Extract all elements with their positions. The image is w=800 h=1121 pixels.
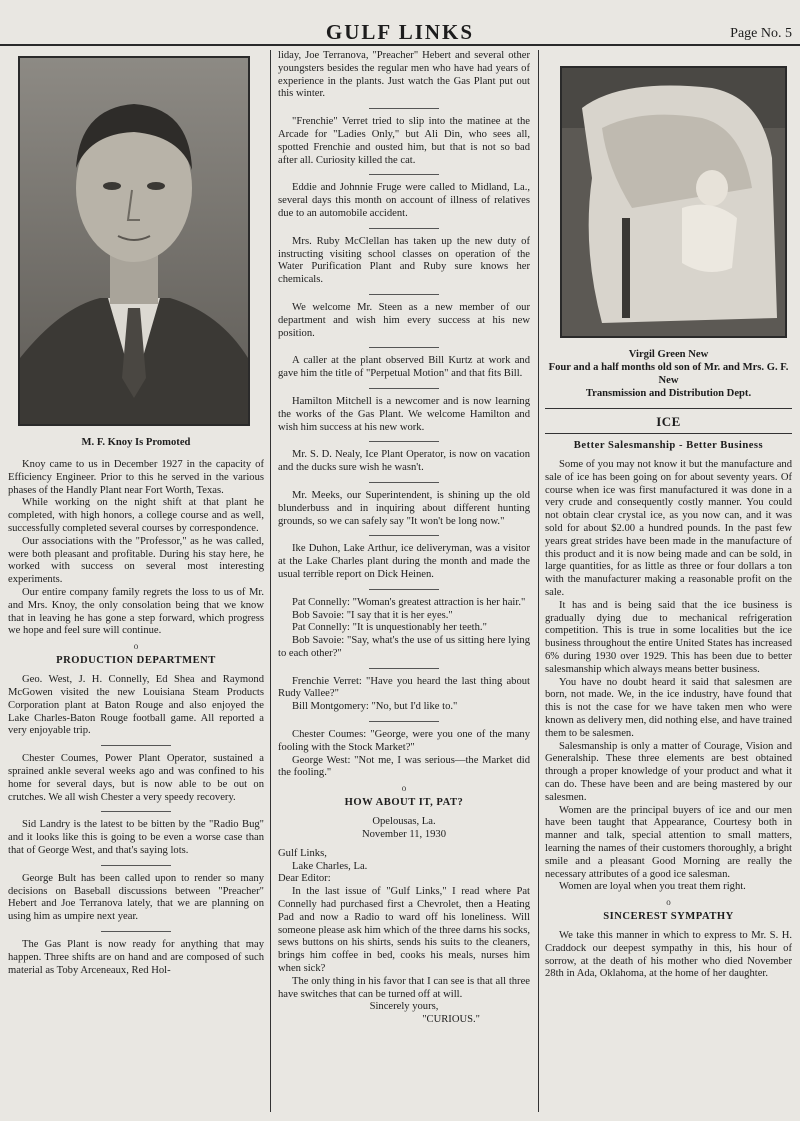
- masthead: [0, 18, 800, 46]
- dialog-line: Frenchie Verret: "Have you heard the last thing about Rudy Vallee?": [278, 675, 530, 700]
- item-divider: [369, 108, 439, 109]
- letter-paragraph: The only thing in his favor that I can see is that all three have switches that can be turned off at will.: [278, 975, 530, 1000]
- sympathy-heading: SINCEREST SYMPATHY: [603, 911, 734, 923]
- baby-photo-illustration: [562, 68, 785, 336]
- column-3: [545, 50, 792, 981]
- news-item: Ike Duhon, Lake Arthur, ice deliveryman, was a visitor at the Lake Charles plant during the month and made the usual terrible report on Dick Heinen.: [278, 543, 530, 580]
- knoy-paragraph: While working on the night shift at that plant he completed, with high honors, a college course and as well, successfully completed several courses by correspondence.: [8, 497, 264, 534]
- letter-heading: HOW ABOUT IT, PAT?: [344, 797, 464, 809]
- ice-heading: ICE: [656, 414, 681, 429]
- item-divider: [369, 535, 439, 536]
- column-2: [278, 50, 530, 1027]
- dialog-line: Pat Connelly: "It is unquestionably her teeth.": [292, 622, 487, 634]
- item-divider: [369, 721, 439, 722]
- production-item: Chester Coumes, Power Plant Operator, sustained a sprained ankle several weeks ago and was confined to his home for several days, but is now able to be out on crutches. We all wish Chester a very speedy recovery.: [8, 753, 264, 803]
- item-divider: [369, 388, 439, 389]
- column-1: [8, 50, 264, 977]
- item-divider: [369, 441, 439, 442]
- news-item: "Frenchie" Verret tried to slip into the matinee at the Arcade for "Ladies Only," but Ali Din, who sees all, spotted Frenchie and ousted him, but that is not so bad after all. Curiosity killed the cat.: [278, 116, 530, 166]
- letter-signature: "CURIOUS.": [422, 1014, 480, 1026]
- ornament-divider: o: [133, 641, 139, 652]
- dialog-line: Bill Montgomery: "No, but I'd like to.": [292, 701, 458, 713]
- baby-caption-detail: Four and a half months old son of Mr. and Mrs. G. F. New: [548, 362, 789, 386]
- knoy-paragraph: Our associations with the "Professor," as he was called, were both pleasant and profitable. During his stay here, he worked with success on several most interesting experiments.: [8, 535, 264, 586]
- dialog-line: Bob Savoie: "I say that it is her eyes.": [292, 609, 453, 621]
- knoy-paragraph: Knoy came to us in December 1927 in the capacity of Efficiency Engineer. Prior to this he served in the various phases of the Handly Plant near Fort Worth, Texas.: [8, 459, 264, 496]
- item-divider: [369, 347, 439, 348]
- ornament-divider: o: [666, 897, 671, 908]
- news-item: Mr. Meeks, our Superintendent, is shining up the old blunderbuss and in inquiring about different hunting grounds, so we can safely say "It won't be long now.": [278, 489, 530, 527]
- section-rule: [545, 433, 792, 434]
- ice-paragraph: It has and is being said that the ice business is gradually dying due to mechanical refrigeration competition. This is true in some localities but the ice business throughout the entire United States has increased 6% during 1930 over 1929. This has been due to better salesmanship which always means better business.: [545, 599, 792, 675]
- item-divider: [369, 589, 439, 590]
- letter-address: Gulf Links,: [278, 847, 327, 859]
- production-item: The Gas Plant is now ready for anything that may happen. Three shifts are on hand and are composed of such material as Toby Arceneaux, Red Hol-: [8, 938, 264, 976]
- item-divider: [101, 811, 171, 812]
- dialog-line: Chester Coumes: "George, were you one of the many fooling with the Stock Market?": [278, 729, 530, 753]
- item-divider: [369, 228, 439, 229]
- ice-paragraph: Some of you may not know it but the manufacture and sale of ice has been going on for about seventy years. Of course when ice was first manufactured it was done in a very crude and consequently costly manner. You could not obtain clear crystal ice, as you now can, and it was sold for about $2.00 a hundred pounds. In the past few years great strides have been made in the manufacture of this product and it is now being made and can be sold, in large quantities, for as little as three or four dollars a ton with the manufacturer making a reasonable profit on the sale.: [545, 459, 792, 598]
- letter-date: November 11, 1930: [361, 829, 447, 841]
- ice-subheading: Better Salesmanship - Better Business: [573, 440, 764, 451]
- sympathy-paragraph: We take this manner in which to express to Mr. S. H. Craddock our deepest sympathy in this, his hour of sorrow, at the death of his mother who died November 28th in Ada, Oklahoma, at the home of her daughter.: [545, 930, 792, 980]
- production-department-heading: PRODUCTION DEPARTMENT: [56, 655, 216, 667]
- portrait-photo-illustration: [20, 58, 248, 424]
- publication-title: GULF LINKS: [325, 20, 475, 44]
- ice-paragraph: Women are loyal when you treat them right.: [559, 881, 746, 893]
- news-item: Mr. S. D. Nealy, Ice Plant Operator, is now on vacation and the ducks sure wish he wasn't.: [278, 449, 530, 474]
- news-item: liday, Joe Terranova, "Preacher" Hebert and several other youngsters besides the regular men who have had years of experience in the plants. Just watch the Gas Plant put out this winter.: [278, 50, 530, 100]
- letter-address: Lake Charles, La.: [292, 860, 368, 872]
- column-rule-right: [538, 50, 539, 1112]
- ice-paragraph: Salesmanship is only a matter of Courage, Vision and Generalship. These three elements are best obtained through a proper knowledge of your product and what it can do. These have been and are being mastered by our salesmen.: [545, 740, 792, 803]
- knoy-paragraph: Our entire company family regrets the loss to us of Mr. and Mrs. Knoy, the only consolation being that we know that in leaving he has gone a step forward, which progress we hope and feel sure will continue.: [8, 586, 264, 637]
- page-number: Page No. 5: [730, 26, 792, 41]
- baby-caption-dept: Transmission and Distribution Dept.: [585, 388, 752, 399]
- portrait-photo: [18, 56, 250, 426]
- ice-paragraph: You have no doubt heard it said that salesmen are born, not made. We, in the ice industry, have found that this is not the case for we have taken men who were known as delivery men, did nothing else, and have trained them to be salesmen.: [545, 676, 792, 739]
- section-rule: [545, 408, 792, 409]
- production-item: George Bult has been called upon to render so many decisions on Baseball discussions between "Preacher" Hebert and Joe Terranova lately, that we are planning on using him as umpire next year.: [8, 872, 264, 923]
- portrait-caption: M. F. Knoy Is Promoted: [81, 437, 191, 448]
- letter-paragraph: In the last issue of "Gulf Links," I read where Pat Connelly had purchased first a Chevrolet, then a Heating Pad and now a Radio to ward off his loneliness. Will someone please ask him which of the three darns his socks, sews buttons on his shirts, sends his suits to the cleaners, brings him coffee in bed, cooks his meals, nurses him when sick?: [278, 886, 530, 975]
- dialog-line: George West: "Not me, I was serious—the Market did the fooling.": [278, 754, 530, 779]
- dialog-line: Bob Savoie: "Say, what's the use of us sitting here lying to each other?": [278, 635, 530, 659]
- item-divider: [369, 482, 439, 483]
- item-divider: [369, 174, 439, 175]
- column-rule-left: [270, 50, 271, 1112]
- baby-caption-name: Virgil Green New: [628, 349, 709, 360]
- news-item: Eddie and Johnnie Fruge were called to Midland, La., several days this month on account of illness of relatives due to an automobile accident.: [278, 182, 530, 219]
- item-divider: [369, 668, 439, 669]
- letter-place: Opelousas, La.: [372, 816, 436, 828]
- item-divider: [101, 865, 171, 866]
- ornament-divider: o: [401, 783, 407, 794]
- production-item: Sid Landry is the latest to be bitten by the "Radio Bug" and it looks like this is going to be even a worse case than that of George West, and that's saying lots.: [8, 819, 264, 856]
- letter-salutation: Dear Editor:: [278, 873, 331, 885]
- news-item: A caller at the plant observed Bill Kurtz at work and gave him the title of "Perpetual Motion" and that fits Bill.: [278, 355, 530, 380]
- baby-photo: [560, 66, 787, 338]
- news-item: Hamilton Mitchell is a newcomer and is now learning the works of the Gas Plant. We welcome Hamilton and wish him success at his new work.: [278, 395, 530, 433]
- news-item: Mrs. Ruby McClellan has taken up the new duty of instructing visiting school classes on operation of the Water Purification Plant and Ruby sure knows her chemicals.: [278, 235, 530, 286]
- letter-closing: Sincerely yours,: [369, 1001, 439, 1013]
- production-item: Geo. West, J. H. Connelly, Ed Shea and Raymond McGowen visited the new Louisiana Steam Products Corporation plant at Baton Rouge and also enjoyed the Lake Charles-Baton Rouge football game. All reported a very enjoyable trip.: [8, 674, 264, 737]
- news-item: We welcome Mr. Steen as a new member of our department and wish him every success at his new position.: [278, 301, 530, 339]
- item-divider: [101, 745, 171, 746]
- item-divider: [369, 294, 439, 295]
- item-divider: [101, 931, 171, 932]
- dialog-line: Pat Connelly: "Woman's greatest attraction is her hair.": [292, 596, 526, 608]
- ice-paragraph: Women are the principal buyers of ice and our men have been taught that Appearance, Courtesy both in manner and talk, special attention to small matters, learning the names of their customers thoroughly, a bright smile and a pleasant Good Morning are really the necessary attributes of a good ice salesman.: [545, 804, 792, 880]
